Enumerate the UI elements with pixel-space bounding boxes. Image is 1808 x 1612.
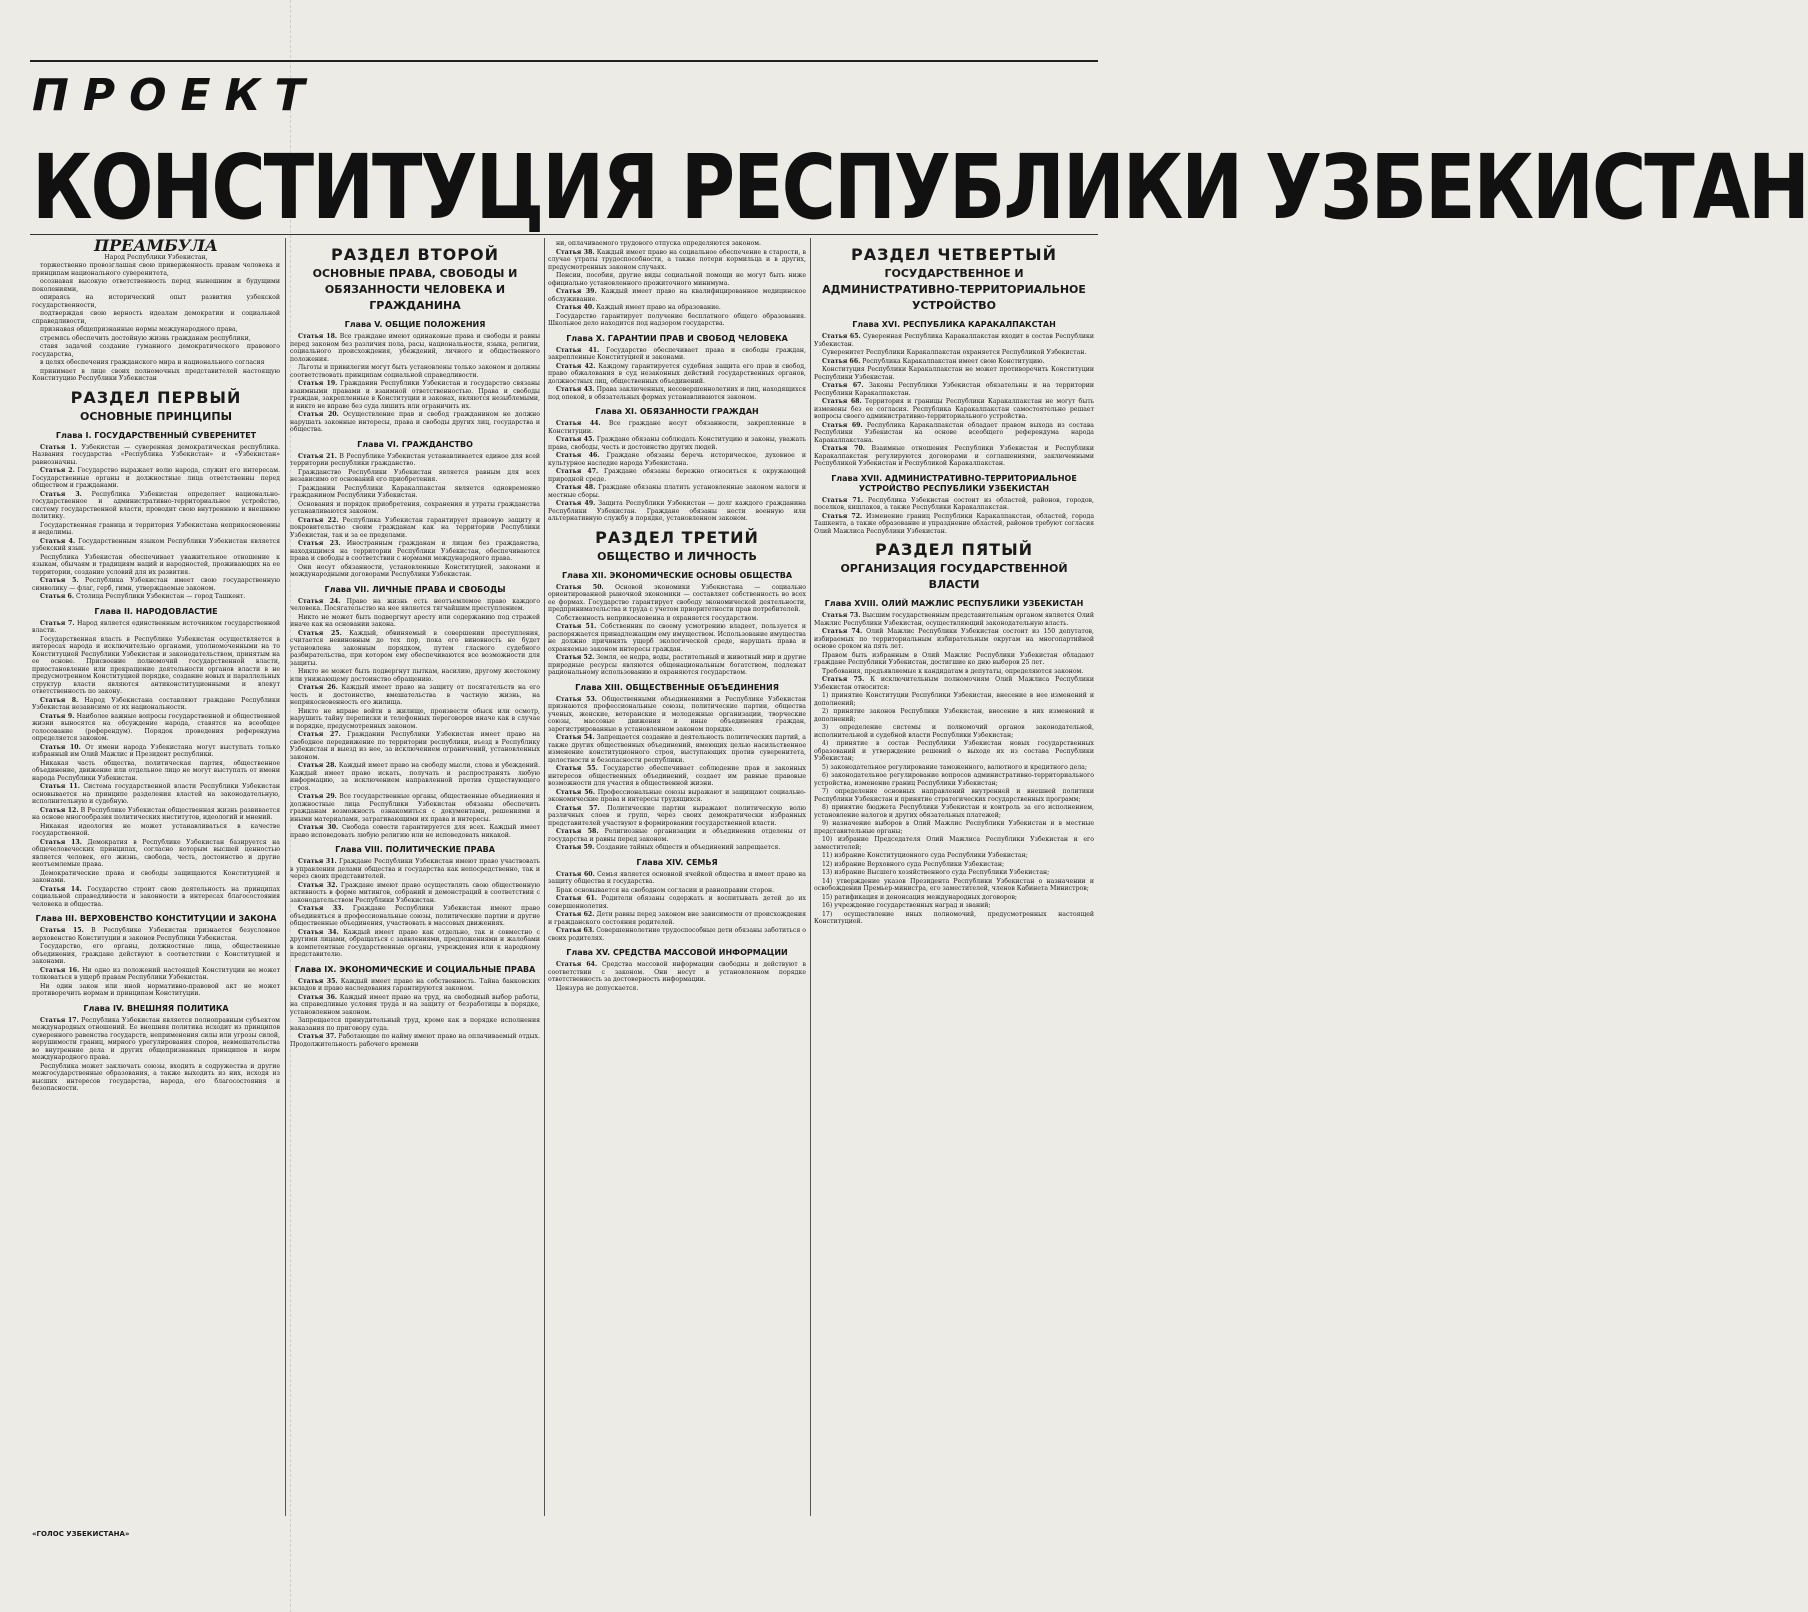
paragraph: стремясь обеспечить достойную жизнь гражданам республики, xyxy=(40,334,251,342)
section-title: РАЗДЕЛ ТРЕТИЙ xyxy=(595,527,759,547)
paragraph: Статья 39. Каждый имеет право на квалифицированное медицинское обслуживание. xyxy=(548,288,806,303)
paragraph: 17) осуществление иных полномочий, предусмотренных настоящей Конституцией. xyxy=(814,910,1094,925)
paragraph: Статья 37. Работающие по найму имеют право на оплачиваемый отдых. Продолжительность рабочего времени xyxy=(290,1033,540,1048)
chapter-heading: Глава XIII. ОБЩЕСТВЕННЫЕ ОБЪЕДИНЕНИЯ xyxy=(575,682,779,692)
top-rule xyxy=(30,60,1098,62)
paragraph: Статья 34. Каждый имеет право как отдельно, так и совместно с другими лицами, обращаться с заявлениями, предложениями и жалобами в компетентные государственные органы, учреждения или к народному представителю. xyxy=(290,928,540,958)
paragraph: опираясь на исторический опыт развития узбекской государственности, xyxy=(32,294,280,309)
chapter-heading: Глава X. ГАРАНТИИ ПРАВ И СВОБОД ЧЕЛОВЕКА xyxy=(566,333,788,343)
section-title: РАЗДЕЛ ПЯТЫЙ xyxy=(874,540,1034,559)
chapter-heading: Глава VI. ГРАЖДАНСТВО xyxy=(357,439,473,449)
section-title: РАЗДЕЛ ПЕРВЫЙ xyxy=(70,387,242,407)
column-1 xyxy=(32,236,281,1515)
paragraph: Статья 75. К исключительным полномочиям Олий Мажлиса Республики Узбекистан относится: xyxy=(814,676,1094,691)
chapter-heading: Глава V. ОБЩИЕ ПОЛОЖЕНИЯ xyxy=(344,320,486,329)
chapter-heading: Глава XVIII. ОЛИЙ МАЖЛИС РЕСПУБЛИКИ УЗБЕКИСТАН xyxy=(824,599,1084,608)
paragraph: Брак основывается на свободном согласии и равноправии сторон. xyxy=(556,886,775,894)
paragraph: Статья 54. Запрещается создание и деятельность политических партий, а также других общественных объединений, имеющих целью насильственное изменение конституционного строя, выступающих против суверенитета, целостности и безопасности республики. xyxy=(548,734,806,764)
paragraph: 7) определение основных направлений внутренней и внешней политики Республики Узбекистан и принятие стратегических государственных программ; xyxy=(814,788,1094,803)
paragraph: Цензура не допускается. xyxy=(556,984,639,992)
paragraph: Демократические права и свободы защищаются Конституцией и законами. xyxy=(32,869,280,884)
paragraph: Статья 64. Средства массовой информации свободны и действуют в соответствии с законом. Они несут в установленном порядке ответственность за достоверность информации. xyxy=(548,961,807,983)
column-4 xyxy=(814,240,1094,1515)
paragraph: 6) законодательное регулирование вопросов административно-территориального устройства, изменение границ Республики Узбекистан; xyxy=(814,772,1094,787)
paragraph: 15) ратификация и денонсация международных договоров; xyxy=(822,893,1018,901)
paragraph: Статья 21. В Республике Узбекистан устанавливается единое для всей территории республики гражданство. xyxy=(290,452,540,467)
column-3 xyxy=(548,240,806,1515)
paragraph: Республика Узбекистан обеспечивает уважительное отношение к языкам, обычаям и традициям наций и народностей, проживающих на ее территории, создание условий для их развития. xyxy=(32,553,280,576)
chapter-text xyxy=(290,858,540,959)
section-subtitle: ОСНОВНЫЕ ПРИНЦИПЫ xyxy=(79,409,232,423)
paragraph: Статья 22. Республика Узбекистан гарантирует правовую защиту и покровительство своим гражданам как на территории Республики Узбекистан, так и за ее пределами. xyxy=(290,516,540,539)
paragraph: 1) принятие Конституции Республики Узбекистан, внесение в нее изменений и дополнений; xyxy=(814,692,1094,707)
paragraph: Гражданин Республики Каракалпакстан является одновременно гражданином Республики Узбекистан. xyxy=(290,484,540,499)
paragraph: Статья 17. Республика Узбекистан является полноправным субъектом международных отношений. Ее внешняя политика исходит из принципов суверенного равенства государств, неприменения силы или угрозы силой, нерушимости границ, мирного урегулирования споров, невмешательства во внутренние дела и других общепризнанных принципов и норм международного права. xyxy=(32,1016,280,1061)
paragraph: 2) принятие законов Республики Узбекистан, внесение в них изменений и дополнений; xyxy=(814,708,1094,723)
chapter-heading: Глава III. ВЕРХОВЕНСТВО КОНСТИТУЦИИ И ЗАКОНА xyxy=(35,914,277,923)
paragraph: 8) принятие бюджета Республики Узбекистан и контроль за его исполнением, установление налогов и других обязательных платежей; xyxy=(814,804,1094,819)
paragraph: Статья 74. Олий Мажлис Республики Узбекистан состоит из 150 депутатов, избираемых по территориальным избирательным округам на многопартийной основе сроком на пять лет. xyxy=(814,628,1094,650)
chapter-heading: Глава XVI. РЕСПУБЛИКА КАРАКАЛПАКСТАН xyxy=(852,320,1056,329)
newspaper-footer: «ГОЛОС УЗБЕКИСТАНА» xyxy=(32,1530,130,1538)
paragraph: Статья 2. Государство выражает волю народа, служит его интересам. Государственные органы и должностные лица ответственны перед обществом и гражданами. xyxy=(32,467,280,489)
chapter-heading: Глава XIV. СЕМЬЯ xyxy=(636,857,718,867)
chapter-text xyxy=(32,927,280,998)
paragraph: Статья 42. Каждому гарантируется судебная защита его прав и свобод, право обжалования в суд незаконных действий государственных органов, должностных лиц, общественных объединений. xyxy=(548,362,806,385)
paragraph: Статья 48. Граждане обязаны платить установленные законом налоги и местные сборы. xyxy=(548,484,806,499)
paragraph: Статья 27. Гражданин Республики Узбекистан имеет право на свободное передвижение по территории республики, въезд в Республику Узбекистан и выезд из нее, за исключением ограничений, установленных законом. xyxy=(290,731,541,761)
paragraph: Льготы и привилегии могут быть установлены только законом и должны соответствовать принципам социальной справедливости. xyxy=(290,364,540,379)
paragraph: Статья 60. Семья является основной ячейкой общества и имеет право на защиту общества и государства. xyxy=(548,870,806,885)
column-rule xyxy=(285,238,286,1516)
paragraph: Никто не может быть подвергнут аресту или содержанию под стражей иначе как на основании закона. xyxy=(290,613,540,628)
paragraph: Статья 72. Изменение границ Республики Каракалпакстан, областей, города Ташкента, а также образование и упразднение областей, районов требуют согласия Олий Мажлиса Республики Узбекистан. xyxy=(814,512,1095,535)
chapter-text xyxy=(814,333,1094,468)
section-title: РАЗДЕЛ ЧЕТВЕРТЫЙ xyxy=(850,245,1058,264)
paragraph: Суверенитет Республики Каракалпакстан охраняется Республикой Узбекистан. xyxy=(822,349,1087,356)
column-rule xyxy=(810,238,811,1516)
chapter-heading: Глава XI. ОБЯЗАННОСТИ ГРАЖДАН xyxy=(595,407,759,416)
chapter-text xyxy=(548,961,806,992)
paragraph: Государственная власть в Республике Узбекистан осуществляется в интересах народа и исключительно органами, уполномоченными на то Конституцией Республики Узбекистан и законодательством, принятым на ее основе. Присвоение полномочий государственной власти, приостановление или прекращение деятельности органов власти в не предусмотренном Конституцией порядке, создание новых и параллельных структур власти являются антиконституционными и влекут ответственность по закону. xyxy=(32,635,280,695)
paragraph: 5) законодательное регулирование таможенного, валютного и кредитного дела; xyxy=(822,763,1087,771)
chapter-heading: Глава XV. СРЕДСТВА МАССОВОЙ ИНФОРМАЦИИ xyxy=(566,948,788,957)
chapter-text xyxy=(32,620,280,909)
chapter-heading: Глава XII. ЭКОНОМИЧЕСКИЕ ОСНОВЫ ОБЩЕСТВА xyxy=(561,570,793,580)
chapter-heading: Глава IV. ВНЕШНЯЯ ПОЛИТИКА xyxy=(83,1003,229,1013)
paragraph: 13) избрание Высшего хозяйственного суда Республики Узбекистан; xyxy=(822,869,1050,876)
paragraph: Статья 56. Профессиональные союзы выражают и защищают социально-экономические права и интересы трудящихся. xyxy=(548,788,806,803)
preamble-title: ПРЕАМБУЛА xyxy=(94,236,218,255)
paragraph: Собственность неприкосновенна и охраняется государством. xyxy=(556,614,759,622)
paragraph: Государственная граница и территория Узбекистана неприкосновенны и неделимы. xyxy=(32,521,280,536)
paragraph: Статья 52. Земля, ее недра, воды, растительный и животный мир и другие природные ресурсы являются общенациональным богатством, подлежат рациональному использованию и охраняются государством. xyxy=(548,654,806,676)
paragraph: признавая общепризнанные нормы международного права, xyxy=(40,326,238,333)
chapter-text xyxy=(290,453,540,579)
paragraph: Никто не вправе войти в жилище, произвести обыск или осмотр, нарушить тайну переписки и телефонных переговоров иначе как в случае и порядке, предусмотренных законом. xyxy=(290,707,540,730)
paragraph: Статья 1. Узбекистан — суверенная демократическая республика. Названия государства «Республика Узбекистан» и «Узбекистан» равнозначны. xyxy=(32,443,280,466)
paragraph: 3) определение системы и полномочий органов законодательной, исполнительной и судебной власти Республики Узбекистан; xyxy=(814,724,1094,739)
section-subtitle: ОРГАНИЗАЦИЯ ГОСУДАРСТВЕННОЙ ВЛАСТИ xyxy=(840,562,1068,591)
paragraph: 14) утверждение указов Президента Республики Узбекистан о назначении и освобождении Премьер-министра, его заместителей, членов Кабинета Министров; xyxy=(814,877,1094,892)
paragraph: Статья 10. От имени народа Узбекистана могут выступать только избранный им Олий Мажлис и Президент республики. xyxy=(32,743,281,758)
paragraph: ставя задачей создание гуманного демократического правового государства, xyxy=(32,343,280,358)
kicker-label: ПРОЕКТ xyxy=(32,70,319,121)
paragraph: Статья 45. Граждане обязаны соблюдать Конституцию и законы, уважать права, свободы, честь и достоинство других людей. xyxy=(548,436,806,451)
paragraph: 10) избрание Председателя Олий Мажлиса Республики Узбекистан и его заместителей; xyxy=(814,836,1094,851)
paragraph: Статья 69. Республика Каракалпакстан обладает правом выхода из состава Республики Узбекистан на основе всеобщего референдума народа Каракалпакстана. xyxy=(814,421,1094,444)
paragraph: Статья 18. Все граждане имеют одинаковые права и свободы и равны перед законом без различия пола, расы, национальности, языка, религии, социального происхождения, убеждений, личного и общественного положения. xyxy=(290,333,540,363)
paragraph: Пенсии, пособия, другие виды социальной помощи не могут быть ниже официально установленного прожиточного минимума. xyxy=(548,272,806,287)
paragraph: Статья 6. Столица Республики Узбекистан — город Ташкент. xyxy=(40,593,246,600)
paragraph: Статья 49. Защита Республики Узбекистан — долг каждого гражданина Республики Узбекистан. Граждане обязаны нести военную или альтернативную службу в порядке, установленном законом. xyxy=(548,500,806,522)
paragraph: в целях обеспечения гражданского мира и национального согласия xyxy=(40,359,265,366)
paragraph: Никакая часть общества, политическая партия, общественное объединение, движение или отдельное лицо не могут выступать от имени народа Республики Узбекистан. xyxy=(32,759,280,782)
chapter-heading: Глава II. НАРОДОВЛАСТИЕ xyxy=(94,606,218,616)
chapter-text xyxy=(548,584,806,677)
paragraph: Статья 28. Каждый имеет право на свободу мысли, слова и убеждений. Каждый имеет право искать, получать и распространять любую информацию, за исключением направленной против существующего строя. xyxy=(290,762,540,792)
paragraph: Статья 25. Каждый, обвиняемый в совершении преступления, считается невиновным до тех пор, пока его виновность не будет установлена законным порядком, путем гласного судебного разбирательства, при котором ему обеспечиваются все возможности для защиты. xyxy=(290,629,540,667)
paragraph: Статья 46. Граждане обязаны беречь историческое, духовное и культурное наследие народа Узбекистана. xyxy=(548,452,806,467)
paragraph: Никакая идеология не может устанавливаться в качестве государственной. xyxy=(32,822,280,837)
column-rule xyxy=(544,238,545,1516)
paragraph: Статья 43. Права заключенных, несовершеннолетних и лиц, находящихся под опекой, в обязательных формах устанавливаются законом. xyxy=(548,386,806,401)
chapter-heading: Глава I. ГОСУДАРСТВЕННЫЙ СУВЕРЕНИТЕТ xyxy=(55,430,257,440)
paragraph: Статья 26. Каждый имеет право на защиту от посягательств на его честь и достоинство, вмешательства в частную жизнь, на неприкосновенность его жилища. xyxy=(290,684,540,706)
paragraph: Статья 63. Совершеннолетние трудоспособные дети обязаны заботиться о своих родителях. xyxy=(548,927,806,942)
paragraph: Статья 32. Граждане имеют право осуществлять свою общественную активность в форме митингов, собраний и демонстраций в соответствии с законодательством Республики Узбекистан. xyxy=(290,881,540,904)
chapter-text xyxy=(814,497,1094,536)
paragraph: Правом быть избранным в Олий Мажлис Республики Узбекистан обладают граждане Республики Узбекистан, достигшие ко дню выборов 25 лет. xyxy=(814,651,1094,666)
paragraph: Статья 36. Каждый имеет право на труд, на свободный выбор работы, на справедливые условия труда и на защиту от безработицы в порядке, установленном законом. xyxy=(290,993,540,1016)
paragraph: Статья 38. Каждый имеет право на социальное обеспечение в старости, в случае утраты трудоспособности, а также потери кормильца и в других, предусмотренных законом случаях. xyxy=(548,248,806,271)
paragraph: 16) учреждение государственных наград и званий; xyxy=(822,902,991,909)
chapter-heading: Глава VIII. ПОЛИТИЧЕСКИЕ ПРАВА xyxy=(335,845,495,854)
paragraph: Конституция Республики Каракалпакстан не может противоречить Конституции Республики Узбекистан. xyxy=(814,366,1094,381)
paragraph: Статья 31. Граждане Республики Узбекистан имеют право участвовать в управлении делами общества и государства как непосредственно, так и через своих представителей. xyxy=(290,858,540,880)
paragraph: Статья 14. Государство строит свою деятельность на принципах социальной справедливости и законности в интересах благосостояния человека и общества. xyxy=(32,885,280,908)
chapter-text xyxy=(548,420,806,523)
paragraph: Статья 23. Иностранным гражданам и лицам без гражданства, находящимся на территории Республики Узбекистан, обеспечиваются права и свободы в соответствии с нормами международного права. xyxy=(290,540,540,562)
paragraph: 12) избрание Верховного суда Республики Узбекистан; xyxy=(822,860,1005,868)
paragraph: 4) принятие в состав Республики Узбекистан новых государственных образований и утверждение решений о выходе их из состава Республики Узбекистан; xyxy=(814,740,1094,762)
chapter-text xyxy=(290,598,540,840)
paragraph: Они несут обязанности, установленные Конституцией, законами и международными договорами Республики Узбекистан. xyxy=(290,563,540,578)
chapter-text xyxy=(548,696,806,852)
paragraph: Статья 41. Государство обеспечивает права и свободы граждан, закрепленные Конституцией и законами. xyxy=(548,346,806,361)
paragraph: Государство гарантирует получение бесплатного общего образования. Школьное дело находится под надзором государства. xyxy=(548,312,806,327)
chapter-text xyxy=(290,333,540,434)
paragraph: Статья 61. Родители обязаны содержать и воспитывать детей до их совершеннолетия. xyxy=(548,895,806,910)
paragraph: Государство, его органы, должностные лица, общественные объединения, граждане действуют в соответствии с Конституцией и законами. xyxy=(32,943,280,965)
paragraph: Статья 68. Территория и границы Республики Каракалпакстан не могут быть изменены без ее согласия. Республика Каракалпакстан самостоятельно решает вопросы своего административно-территориального устройства. xyxy=(814,398,1095,420)
chapter-text xyxy=(548,347,806,402)
paragraph: Статья 8. Народ Узбекистана составляют граждане Республики Узбекистан независимо от их национальности. xyxy=(32,696,280,711)
paragraph: Ни один закон или иной нормативно-правовой акт не может противоречить нормам и принципам Конституции. xyxy=(32,982,280,997)
paragraph: Статья 53. Общественными объединениями в Республике Узбекистан признаются профессиональные союзы, политические партии, общества ученых, женские, ветеранские и молодежные организации, творческие союзы, массовые движения и иные объединения граждан, зарегистрированные в установленном законом порядке. xyxy=(548,695,806,733)
paragraph: Статья 3. Республика Узбекистан определяет национально-государственное и административно-территориальное устройство, систему государственной власти, проводит свою внутреннюю и внешнюю политику. xyxy=(32,490,280,520)
paragraph: Статья 15. В Республике Узбекистан признается безусловное верховенство Конституции и законов Республики Узбекистан. xyxy=(32,927,280,942)
paragraph: Статья 16. Ни одно из положений настоящей Конституции не может толковаться в ущерб правам Республики Узбекистан. xyxy=(32,966,280,981)
paragraph: торжественно провозглашая свою приверженность правам человека и принципам национального суверенитета, xyxy=(32,262,280,277)
paragraph: Статья 40. Каждый имеет право на образование. xyxy=(556,304,721,311)
paragraph: Требования, предъявляемые к кандидатам в депутаты, определяются законом. xyxy=(822,667,1084,675)
paragraph: Статья 12. В Республике Узбекистан общественная жизнь развивается на основе многообразия политических институтов, идеологий и мнений. xyxy=(32,806,280,821)
chapter-heading: Глава XVII. АДМИНИСТРАТИВНО-ТЕРРИТОРИАЛЬНОЕ УСТРОЙСТВО РЕСПУБЛИКИ УЗБЕКИСТАН xyxy=(831,473,1077,493)
chapter-text xyxy=(32,1017,280,1093)
paragraph: Республика может заключать союзы, входить в содружества и другие межгосударственные образования, а также выходить из них, исходя из высших интересов государства, народа, его благосостояния и безопасности. xyxy=(32,1062,280,1092)
paragraph: Гражданство Республики Узбекистан является равным для всех независимо от оснований его приобретения. xyxy=(290,468,540,483)
paragraph: 9) назначение выборов в Олий Мажлис Республики Узбекистан и в местные представительные органы; xyxy=(814,820,1094,835)
preamble-lead: Народ Республики Узбекистан, xyxy=(104,253,208,261)
paragraph: Статья 58. Религиозные организации и объединения отделены от государства и равны перед законом. xyxy=(548,828,806,843)
masthead-rule xyxy=(30,234,1098,235)
masthead-title: КОНСТИТУЦИЯ РЕСПУБЛИКИ УЗБЕКИСТАН xyxy=(32,136,1808,240)
chapter-text xyxy=(814,612,1094,926)
paragraph: Статья 35. Каждый имеет право на собственность. Тайна банковских вкладов и право наследования гарантируются законом. xyxy=(290,977,541,992)
paragraph: Статья 5. Республика Узбекистан имеет свою государственную символику — флаг, герб, гимн, утверждаемые законом. xyxy=(32,577,280,592)
chapter-text xyxy=(548,240,806,328)
paragraph: Статья 24. Право на жизнь есть неотъемлемое право каждого человека. Посягательство на нее является тягчайшим преступлением. xyxy=(290,597,540,612)
section-subtitle: ОСНОВНЫЕ ПРАВА, СВОБОДЫ И ОБЯЗАННОСТИ ЧЕЛОВЕКА И ГРАЖДАНИНА xyxy=(312,267,518,312)
paragraph: Статья 13. Демократия в Республике Узбекистан базируется на общечеловеческих принципах, согласно которым высшей ценностью является человек, его жизнь, свобода, честь, достоинство и другие неотъемлемые права. xyxy=(32,838,280,868)
paragraph: Никто не может быть подвергнут пыткам, насилию, другому жестокому или унижающему достоинство обращению. xyxy=(290,668,540,683)
paragraph: Статья 19. Гражданин Республики Узбекистан и государство связаны взаимными правами и взаимной ответственностью. Права и свободы граждан, закрепленные в Конституции и законах, являются незыблемыми, и никто не вправе без суда лишить или ограничить их. xyxy=(290,380,540,410)
paragraph: Статья 9. Наиболее важные вопросы государственной и общественной жизни выносятся на обсуждение народа, ставятся на всеобщее голосование (референдум). Порядок проведения референдума определяется законом. xyxy=(32,712,280,742)
paragraph: 11) избрание Конституционного суда Республики Узбекистан; xyxy=(822,852,1028,859)
paragraph: осознавая высокую ответственность перед нынешним и будущими поколениями, xyxy=(32,278,280,293)
paragraph: Статья 50. Основой экономики Узбекистана — социально ориентированной рыночной экономики — составляет собственность во всех ее формах. Государство гарантирует свободу экономической деятельности, предпринимательства и труда с учетом приоритетности прав потребителей. xyxy=(548,583,806,613)
chapter-text xyxy=(32,444,280,601)
paragraph: Основания и порядок приобретения, сохранения и утраты гражданства устанавливаются законом. xyxy=(290,500,540,515)
paragraph: Статья 7. Народ является единственным источником государственной власти. xyxy=(32,619,280,634)
paragraph: Запрещается принудительный труд, кроме как в порядке исполнения наказания по приговору суда. xyxy=(290,1017,540,1032)
paragraph: Статья 30. Свобода совести гарантируется для всех. Каждый имеет право исповедовать любую религию или не исповедовать никакой. xyxy=(290,824,540,839)
paragraph: Статья 57. Политические партии выражают политическую волю различных слоев и групп, через своих демократически избранных представителей участвуют в формировании государственной власти. xyxy=(548,804,806,827)
paragraph: Статья 11. Система государственной власти Республики Узбекистан основывается на принципе разделения властей на законодательную, исполнительную и судебную. xyxy=(32,783,281,805)
chapter-heading: Глава VII. ЛИЧНЫЕ ПРАВА И СВОБОДЫ xyxy=(324,584,506,594)
section-subtitle: ОБЩЕСТВО И ЛИЧНОСТЬ xyxy=(597,549,757,563)
paragraph: Статья 65. Суверенная Республика Каракалпакстан входит в состав Республики Узбекистан. xyxy=(814,333,1094,348)
paragraph: подтверждая свою верность идеалам демократии и социальной справедливости, xyxy=(32,310,280,325)
column-2 xyxy=(290,240,540,1515)
paragraph: принимает в лице своих полномочных представителей настоящую Конституцию Республики Узбекистан xyxy=(32,367,280,382)
paragraph: Статья 4. Государственным языком Республики Узбекистан является узбекский язык. xyxy=(32,537,280,552)
paragraph: Статья 51. Собственник по своему усмотрению владеет, пользуется и распоряжается принадлежащим ему имуществом. Использование имущества не должно причинять ущерб экологической среде, нарушать права и охраняемые законом интересы граждан. xyxy=(548,623,806,653)
paragraph: Статья 47. Граждане обязаны бережно относиться к окружающей природной среде. xyxy=(548,468,806,483)
paragraph: Статья 20. Осуществление прав и свобод гражданином не должно нарушать законные интересы, права и свободы других лиц, государства и общества. xyxy=(290,411,540,433)
paragraph: Статья 29. Все государственные органы, общественные объединения и должностные лица Республики Узбекистан обязаны обеспечить гражданам возможность ознакомиться с документами, решениями и иными материалами, затрагивающими их права и интересы. xyxy=(290,793,540,823)
chapter-heading: Глава IX. ЭКОНОМИЧЕСКИЕ И СОЦИАЛЬНЫЕ ПРАВА xyxy=(294,964,536,974)
paragraph: Статья 33. Граждане Республики Узбекистан имеют право объединяться в профессиональные союзы, политические партии и другие общественные объединения, участвовать в массовых движениях. xyxy=(290,905,540,927)
paragraph: ни, оплачиваемого трудового отпуска определяются законом. xyxy=(556,240,761,247)
paragraph: Статья 59. Создание тайных обществ и объединений запрещается. xyxy=(556,844,781,851)
paragraph: Статья 62. Дети равны перед законом вне зависимости от происхождения и гражданского состояния родителей. xyxy=(548,911,806,926)
chapter-text xyxy=(548,871,806,943)
paragraph: Статья 73. Высшим государственным представительным органом является Олий Мажлис Республики Узбекистан, осуществляющий законодательную власть. xyxy=(814,612,1095,627)
section-subtitle: ГОСУДАРСТВЕННОЕ И АДМИНИСТРАТИВНО-ТЕРРИТОРИАЛЬНОЕ УСТРОЙСТВО xyxy=(822,267,1086,312)
paragraph: Статья 67. Законы Республики Узбекистан обязательны и на территории Республики Каракалпакстан. xyxy=(814,382,1094,397)
paragraph: Статья 70. Взаимные отношения Республики Узбекистан и Республики Каракалпакстан регулируются договорами и соглашениями, заключенными Республикой Узбекистан и Республикой Каракалпакстан. xyxy=(814,445,1094,467)
paragraph: Статья 66. Республика Каракалпакстан имеет свою Конституцию. xyxy=(822,357,1045,365)
paragraph: Статья 71. Республика Узбекистан состоит из областей, районов, городов, поселков, кишлаков, а также Республики Каракалпакстан. xyxy=(814,496,1094,511)
preamble-text xyxy=(32,262,280,383)
paragraph: Статья 44. Все граждане несут обязанности, закрепленные в Конституции. xyxy=(548,420,806,435)
section-title: РАЗДЕЛ ВТОРОЙ xyxy=(331,245,499,264)
paragraph: Статья 55. Государство обеспечивает соблюдение прав и законных интересов общественных объединений, создает им равные правовые возможности для участия в общественной жизни. xyxy=(548,765,806,787)
chapter-text xyxy=(290,978,540,1049)
